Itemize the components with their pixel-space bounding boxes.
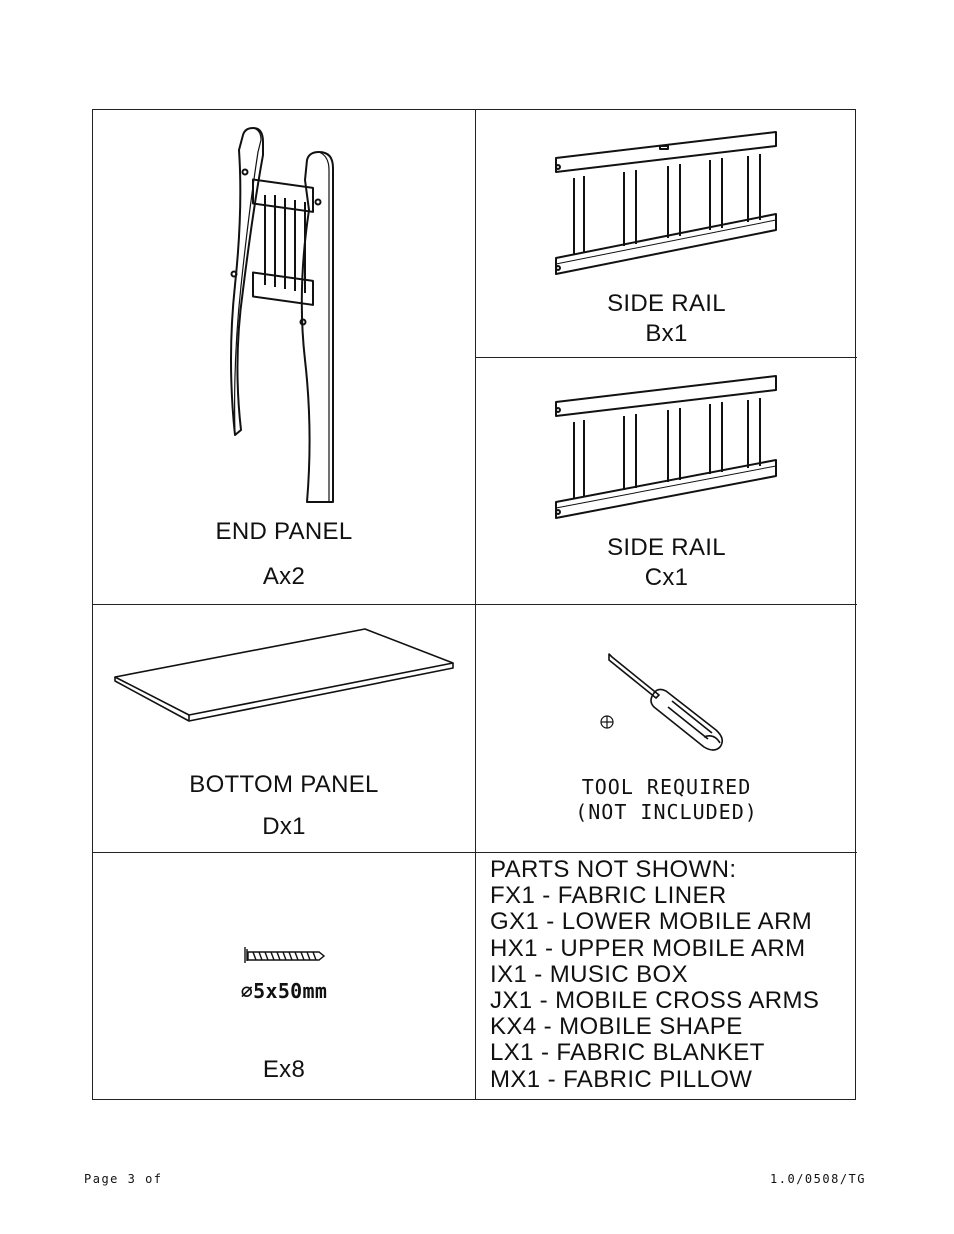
list-item: FX1 - FABRIC LINER (490, 882, 727, 910)
list-item: GX1 - LOWER MOBILE ARM (490, 908, 813, 936)
screw-qty: Ex8 (262, 1056, 306, 1083)
list-item: HX1 - UPPER MOBILE ARM (490, 934, 806, 962)
cell-bottom-panel (93, 605, 475, 852)
side-rail-c-name: SIDE RAIL (607, 534, 726, 561)
cell-parts-not-shown (476, 853, 857, 1101)
tool-required-line1: TOOL REQUIRED (581, 775, 752, 799)
side-rail-b-name: SIDE RAIL (607, 290, 726, 317)
cell-tool (476, 605, 857, 852)
cell-side-rail-b (476, 110, 857, 357)
screw-size: ∅5x50mm (240, 979, 328, 1003)
list-item: LX1 - FABRIC BLANKET (490, 1039, 765, 1067)
list-item: JX1 - MOBILE CROSS ARMS (490, 987, 820, 1015)
side-rail-b-qty: Bx1 (645, 320, 688, 347)
phillips-head-icon (601, 716, 613, 728)
tool-required-line2: (NOT INCLUDED) (575, 800, 758, 824)
parts-not-shown-title: PARTS NOT SHOWN: (490, 856, 737, 883)
list-item: KX4 - MOBILE SHAPE (490, 1013, 743, 1041)
cell-side-rail-c (476, 358, 857, 604)
parts-table (92, 109, 856, 1100)
end-panel-qty: Ax2 (262, 563, 306, 590)
bottom-panel-qty: Dx1 (262, 813, 306, 840)
end-panel-name: END PANEL (215, 518, 353, 545)
cell-screw (93, 853, 475, 1101)
cell-end-panel (93, 110, 475, 604)
side-rail-c-qty: Cx1 (644, 564, 689, 591)
footer-version: 1.0/0508/TG (770, 1172, 866, 1186)
bottom-panel-name: BOTTOM PANEL (189, 771, 379, 798)
list-item: MX1 - FABRIC PILLOW (490, 1065, 753, 1093)
footer-page-number: Page 3 of (84, 1172, 163, 1186)
parts-not-shown-list (490, 857, 819, 1093)
list-item: IX1 - MUSIC BOX (490, 960, 689, 988)
